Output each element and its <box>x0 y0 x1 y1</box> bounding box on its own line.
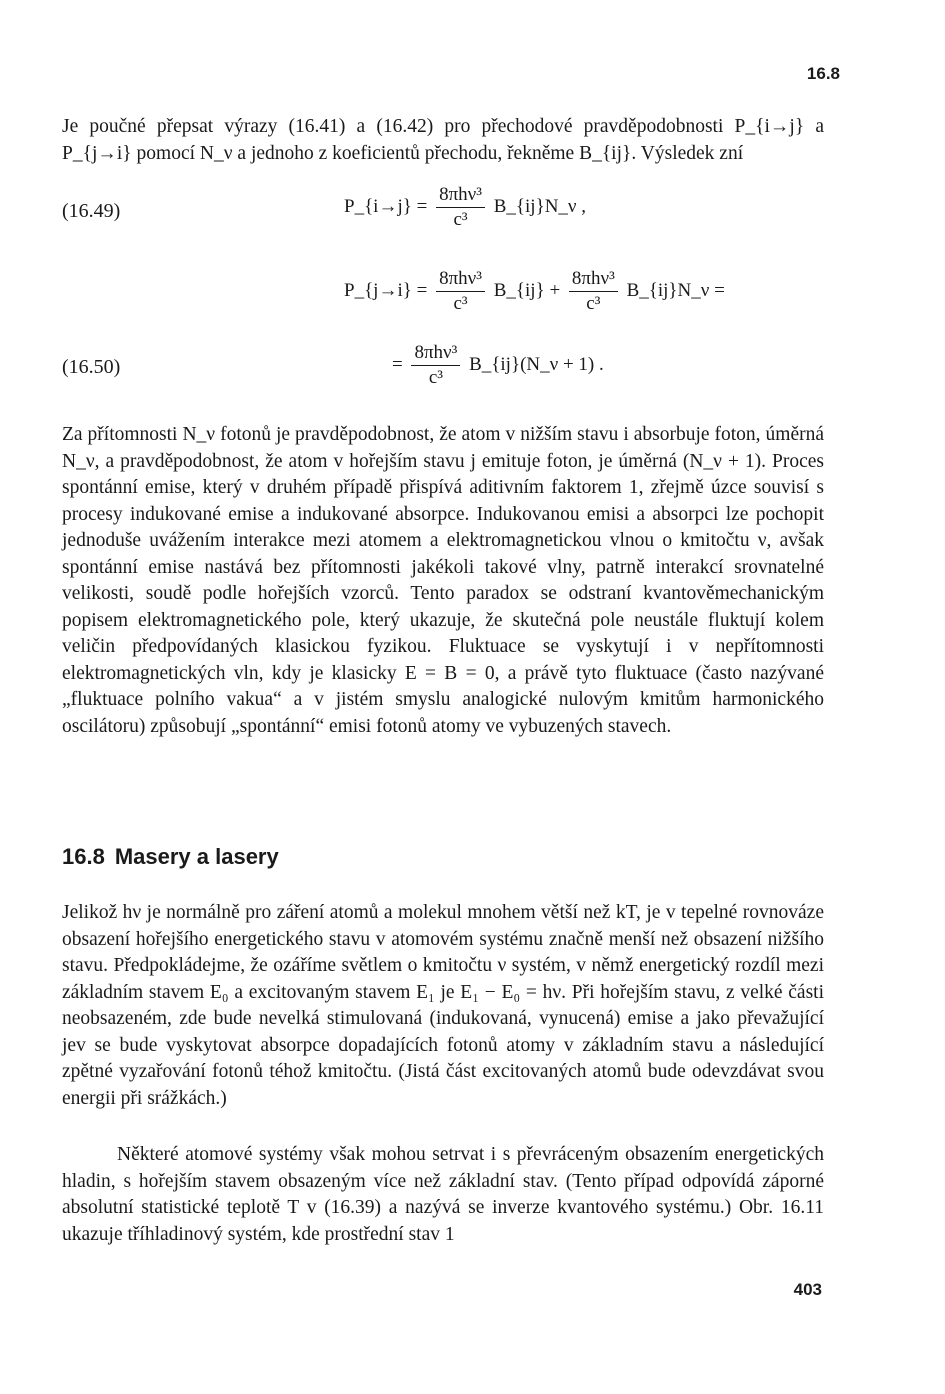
section-heading-number: 16.8 <box>62 844 105 869</box>
eq1-lhs: P_{i→j} = <box>344 195 428 217</box>
page-number: 403 <box>793 1280 822 1299</box>
paragraph-3-text: Některé atomové systémy však mohou setrvat i s převráceným obsazením energetických hladin, s hořejším stavem obsazeným více než základní stav. (Tento případ odpovídá záporné absolutní statistické teplotě T v (16.39) a nazývá se inverze kvantového systému.) Obr. 16.11 ukazuje tříhladinový systém, kde prostřední stav 1 <box>62 1144 824 1245</box>
section-heading <box>62 844 279 870</box>
eq2-line1-fraction1 <box>436 268 485 315</box>
eq2-line2-numerator: 8πhν³ <box>411 342 460 366</box>
section-heading-title: Masery a lasery <box>114 844 279 869</box>
eq1-rhs: B_{ij}N_ν , <box>493 195 587 217</box>
intro-text: Je poučné přepsat výrazy (16.41) a (16.42) pro přechodové pravděpodobnosti P_{i→j} a P_{j→i} pomocí N_ν a jednoho z koeficientů přechodu, řekněme B_{ij}. Výsledek zní <box>62 116 824 164</box>
equation-number-16-50: (16.50) <box>62 356 121 378</box>
eq2-line1-mid: B_{ij} + <box>493 279 561 301</box>
eq2-line2-denominator: c³ <box>428 367 443 388</box>
paragraph-1-text: Za přítomnosti N_ν fotonů je pravděpodobnost, že atom v nižším stavu i absorbuje foton, úměrná N_ν, a pravděpodobnost, že atom v hořejším stavu j emituje foton, je úměrná (N_ν + 1). Proces spontánní emise, který v druhém případě přispívá aditivním faktorem 1, zřejmě úzce souvisí s procesy indukované emise a indukované absorpce. Indukovanou emisi a absorpci lze pochopit jednoduše uvážením interakce mezi atomem a elektromagnetickou vlnou o kmitočtu ν, avšak spontánní emise nastává bez přítomnosti jakékoli takové vlny, patrně interakcí srovnatelné velikosti, soudě podle hořejších vzorců. Tento paradox se odstraní kvantověmechanickým popisem elektromagnetického pole, který ukazuje, že skutečná pole neustále fluktují kolem veličin předpovídaných klasickou fyzikou. Fluktuace se vyskytují i v nepřítomnosti elektromagnetických vln, kdy je klasicky E = B = 0, a právě tyto fluktuace (často nazývané „fluktuace polního vakua“ a v jistém smyslu analogické nulovým kmitům harmonického oscilátoru) způsobují „spontánní“ emisi fotonů atomy ve vybuzených stavech. <box>62 424 824 737</box>
intro-paragraph <box>62 114 824 167</box>
eq1-denominator: c³ <box>453 209 468 230</box>
eq2-line1-fraction2 <box>569 268 618 315</box>
eq2-line1-denominator2: c³ <box>586 293 601 314</box>
eq1-numerator: 8πhν³ <box>436 184 485 208</box>
equation-16-49 <box>344 184 586 231</box>
equation-number-16-49: (16.49) <box>62 200 121 222</box>
eq2-line1-numerator2: 8πhν³ <box>569 268 618 292</box>
eq2-line1-rhs: B_{ij}N_ν = <box>626 279 725 301</box>
equation-16-50-line1 <box>344 268 725 315</box>
paragraph-2-text: Jelikož hν je normálně pro záření atomů a molekul mnohem větší než kT, je v tepelné rovnováze obsazení hořejšího energetického stavu v atomovém systému značně menší než obsazení nižšího stavu. Předpokládejme, že ozáříme světlem o kmitočtu ν systém, v němž energetický rozdíl mezi základním stavem E₀ a excitovaným stavem E₁ je E₁ − E₀ = hν. Při hořejším stavu, z velké části neobsazeném, zde bude nevelká stimulovaná (indukovaná, vynucená) emise a jako převažující jev se bude vyskytovat absorpce dopadajících fotonů atomy v základním stavu a následující zpětné vyzařování fotonů téhož kmitočtu. (Jistá část excitovaných atomů bude odevzdávat svou energii při srážkách.) <box>62 902 824 1109</box>
eq2-line1-numerator1: 8πhν³ <box>436 268 485 292</box>
eq2-line2-fraction <box>411 342 460 389</box>
paragraph-1 <box>62 422 824 740</box>
paragraph-3 <box>62 1142 824 1248</box>
eq2-line2-lhs: = <box>392 353 403 375</box>
paragraph-2 <box>62 900 824 1112</box>
eq1-fraction <box>436 184 485 231</box>
eq2-line2-rhs: B_{ij}(N_ν + 1) . <box>469 353 604 375</box>
eq2-line1-denominator1: c³ <box>453 293 468 314</box>
eq2-line1-lhs: P_{j→i} = <box>344 279 428 301</box>
equation-16-50-line2 <box>392 342 604 389</box>
running-head-section-number: 16.8 <box>806 64 840 83</box>
